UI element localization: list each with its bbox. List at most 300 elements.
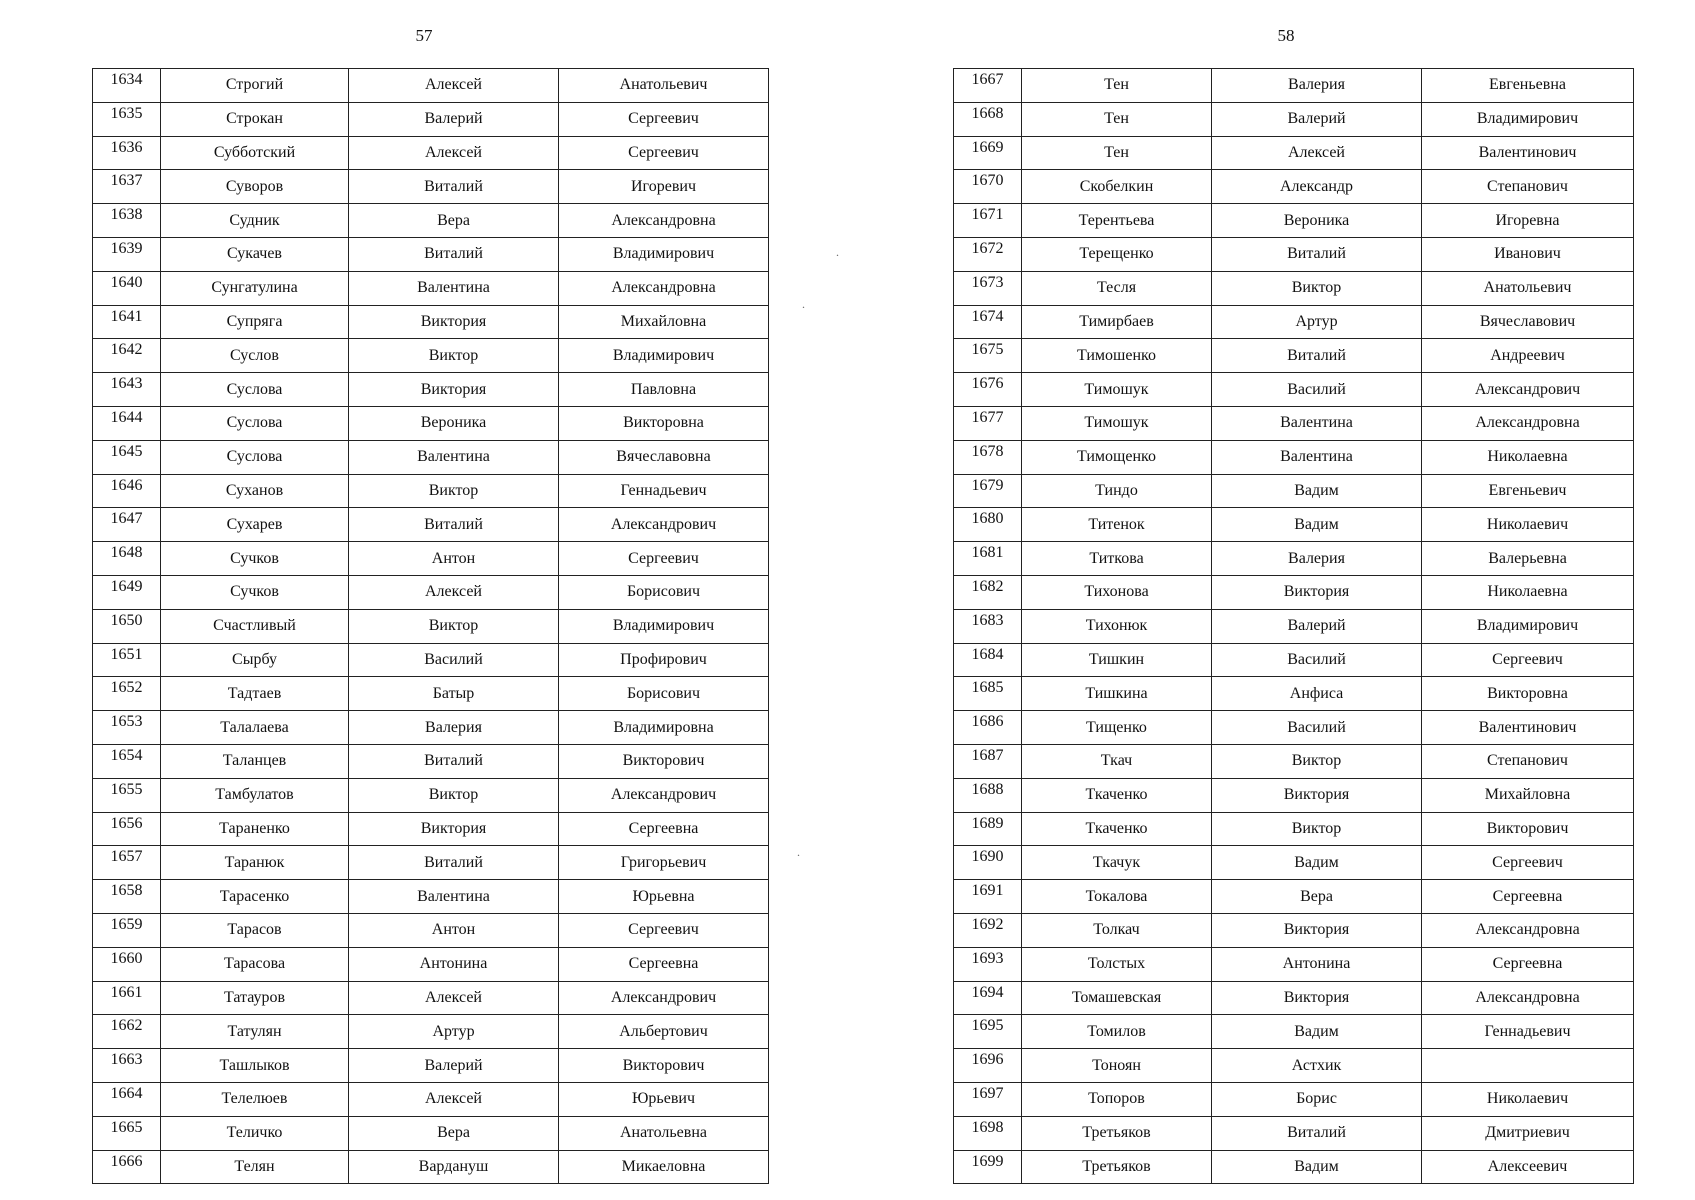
surname-cell: Суворов bbox=[161, 170, 349, 204]
record-number-cell: 1675 bbox=[954, 339, 1022, 373]
patronymic-cell: Игоревна bbox=[1422, 204, 1634, 238]
surname-cell: Суслова bbox=[161, 440, 349, 474]
patronymic-cell: Александрович bbox=[559, 508, 769, 542]
surname-cell: Счастливый bbox=[161, 609, 349, 643]
record-number-cell: 1665 bbox=[93, 1116, 161, 1150]
surname-cell: Ткачук bbox=[1022, 846, 1212, 880]
first-name-cell: Валентина bbox=[349, 880, 559, 914]
record-number-cell: 1657 bbox=[93, 846, 161, 880]
table-row bbox=[93, 711, 769, 745]
surname-cell: Томашевская bbox=[1022, 981, 1212, 1015]
patronymic-cell: Викторович bbox=[1422, 812, 1634, 846]
record-number-cell: 1687 bbox=[954, 744, 1022, 778]
patronymic-cell: Михайловна bbox=[1422, 778, 1634, 812]
patronymic-cell: Геннадьевич bbox=[1422, 1015, 1634, 1049]
table-row bbox=[954, 846, 1634, 880]
surname-cell: Ткач bbox=[1022, 744, 1212, 778]
record-number-cell: 1663 bbox=[93, 1049, 161, 1083]
patronymic-cell: Викторовна bbox=[559, 406, 769, 440]
table-row bbox=[93, 1082, 769, 1116]
table-row bbox=[93, 1049, 769, 1083]
record-number-cell: 1686 bbox=[954, 711, 1022, 745]
record-number-cell: 1636 bbox=[93, 136, 161, 170]
first-name-cell: Вардануш bbox=[349, 1150, 559, 1184]
table-row bbox=[954, 1116, 1634, 1150]
surname-cell: Тимощенко bbox=[1022, 440, 1212, 474]
first-name-cell: Виталий bbox=[349, 846, 559, 880]
table-row bbox=[93, 102, 769, 136]
record-number-cell: 1698 bbox=[954, 1116, 1022, 1150]
surname-cell: Томилов bbox=[1022, 1015, 1212, 1049]
first-name-cell: Виталий bbox=[1212, 237, 1422, 271]
first-name-cell: Виталий bbox=[349, 744, 559, 778]
first-name-cell: Алексей bbox=[349, 136, 559, 170]
table-row bbox=[93, 69, 769, 103]
patronymic-cell: Сергеевич bbox=[559, 136, 769, 170]
record-number-cell: 1693 bbox=[954, 947, 1022, 981]
first-name-cell: Александр bbox=[1212, 170, 1422, 204]
first-name-cell: Вадим bbox=[1212, 474, 1422, 508]
record-number-cell: 1646 bbox=[93, 474, 161, 508]
table-row bbox=[954, 440, 1634, 474]
surname-cell: Строгий bbox=[161, 69, 349, 103]
surname-cell: Талалаева bbox=[161, 711, 349, 745]
first-name-cell: Виктор bbox=[349, 609, 559, 643]
table-row bbox=[954, 69, 1634, 103]
first-name-cell: Антонина bbox=[349, 947, 559, 981]
surname-cell: Судник bbox=[161, 204, 349, 238]
record-number-cell: 1688 bbox=[954, 778, 1022, 812]
record-number-cell: 1699 bbox=[954, 1150, 1022, 1184]
record-number-cell: 1694 bbox=[954, 981, 1022, 1015]
patronymic-cell: Юрьевна bbox=[559, 880, 769, 914]
table-row bbox=[954, 575, 1634, 609]
record-number-cell: 1653 bbox=[93, 711, 161, 745]
surname-cell: Тарасов bbox=[161, 913, 349, 947]
record-number-cell: 1689 bbox=[954, 812, 1022, 846]
surname-cell: Титенок bbox=[1022, 508, 1212, 542]
table-row bbox=[93, 508, 769, 542]
surname-cell: Третьяков bbox=[1022, 1116, 1212, 1150]
patronymic-cell: Профирович bbox=[559, 643, 769, 677]
patronymic-cell: Андреевич bbox=[1422, 339, 1634, 373]
record-number-cell: 1640 bbox=[93, 271, 161, 305]
table-row bbox=[954, 1150, 1634, 1184]
first-name-cell: Виктория bbox=[1212, 575, 1422, 609]
record-number-cell: 1644 bbox=[93, 406, 161, 440]
first-name-cell: Виктор bbox=[349, 339, 559, 373]
record-number-cell: 1696 bbox=[954, 1049, 1022, 1083]
patronymic-cell: Валентинович bbox=[1422, 136, 1634, 170]
patronymic-cell: Александровна bbox=[559, 204, 769, 238]
surname-cell: Телян bbox=[161, 1150, 349, 1184]
record-number-cell: 1691 bbox=[954, 880, 1022, 914]
surname-cell: Третьяков bbox=[1022, 1150, 1212, 1184]
patronymic-cell: Анатольевна bbox=[559, 1116, 769, 1150]
table-row bbox=[93, 542, 769, 576]
table-row bbox=[954, 508, 1634, 542]
table-row bbox=[954, 947, 1634, 981]
first-name-cell: Артур bbox=[1212, 305, 1422, 339]
record-number-cell: 1652 bbox=[93, 677, 161, 711]
record-number-cell: 1662 bbox=[93, 1015, 161, 1049]
patronymic-cell: Иванович bbox=[1422, 237, 1634, 271]
record-number-cell: 1634 bbox=[93, 69, 161, 103]
table-row bbox=[93, 271, 769, 305]
first-name-cell: Алексей bbox=[349, 981, 559, 1015]
patronymic-cell: Микаеловна bbox=[559, 1150, 769, 1184]
record-number-cell: 1659 bbox=[93, 913, 161, 947]
record-number-cell: 1674 bbox=[954, 305, 1022, 339]
surname-cell: Сучков bbox=[161, 542, 349, 576]
first-name-cell: Борис bbox=[1212, 1082, 1422, 1116]
surname-cell: Тимирбаев bbox=[1022, 305, 1212, 339]
surname-cell: Тищенко bbox=[1022, 711, 1212, 745]
surname-cell: Телелюев bbox=[161, 1082, 349, 1116]
surname-cell: Ткаченко bbox=[1022, 812, 1212, 846]
table-row bbox=[954, 542, 1634, 576]
surname-cell: Супряга bbox=[161, 305, 349, 339]
surname-cell: Терентьева bbox=[1022, 204, 1212, 238]
record-number-cell: 1681 bbox=[954, 542, 1022, 576]
first-name-cell: Василий bbox=[349, 643, 559, 677]
record-number-cell: 1683 bbox=[954, 609, 1022, 643]
surname-cell: Ташлыков bbox=[161, 1049, 349, 1083]
table-row bbox=[93, 812, 769, 846]
record-number-cell: 1673 bbox=[954, 271, 1022, 305]
surname-cell: Тесля bbox=[1022, 271, 1212, 305]
patronymic-cell: Сергеевна bbox=[559, 812, 769, 846]
record-number-cell: 1672 bbox=[954, 237, 1022, 271]
surname-cell: Суханов bbox=[161, 474, 349, 508]
table-row bbox=[93, 846, 769, 880]
record-number-cell: 1647 bbox=[93, 508, 161, 542]
table-row bbox=[93, 677, 769, 711]
record-number-cell: 1670 bbox=[954, 170, 1022, 204]
table-row bbox=[954, 474, 1634, 508]
table-row bbox=[954, 271, 1634, 305]
table-row bbox=[954, 170, 1634, 204]
patronymic-cell: Владимирович bbox=[559, 237, 769, 271]
scan-speck: . bbox=[802, 297, 805, 311]
first-name-cell: Валентина bbox=[1212, 406, 1422, 440]
surname-cell: Толстых bbox=[1022, 947, 1212, 981]
table-row bbox=[93, 913, 769, 947]
surname-cell: Тен bbox=[1022, 69, 1212, 103]
table-row bbox=[954, 744, 1634, 778]
table-row bbox=[93, 744, 769, 778]
first-name-cell: Валентина bbox=[1212, 440, 1422, 474]
table-row bbox=[93, 880, 769, 914]
patronymic-cell: Валентинович bbox=[1422, 711, 1634, 745]
surname-cell: Татулян bbox=[161, 1015, 349, 1049]
surname-cell: Ткаченко bbox=[1022, 778, 1212, 812]
patronymic-cell: Борисович bbox=[559, 677, 769, 711]
table-row bbox=[93, 170, 769, 204]
first-name-cell: Валерия bbox=[1212, 69, 1422, 103]
record-number-cell: 1643 bbox=[93, 373, 161, 407]
surname-cell: Тен bbox=[1022, 102, 1212, 136]
patronymic-cell: Степанович bbox=[1422, 744, 1634, 778]
patronymic-cell: Юрьевич bbox=[559, 1082, 769, 1116]
first-name-cell: Виктор bbox=[1212, 744, 1422, 778]
first-name-cell: Валерий bbox=[1212, 609, 1422, 643]
record-number-cell: 1676 bbox=[954, 373, 1022, 407]
surname-cell: Сучков bbox=[161, 575, 349, 609]
first-name-cell: Батыр bbox=[349, 677, 559, 711]
record-number-cell: 1661 bbox=[93, 981, 161, 1015]
patronymic-cell: Викторович bbox=[559, 1049, 769, 1083]
table-row bbox=[93, 947, 769, 981]
patronymic-cell: Александровна bbox=[559, 271, 769, 305]
table-row bbox=[93, 474, 769, 508]
record-number-cell: 1678 bbox=[954, 440, 1022, 474]
first-name-cell: Виктор bbox=[1212, 271, 1422, 305]
first-name-cell: Вадим bbox=[1212, 846, 1422, 880]
surname-cell: Суслов bbox=[161, 339, 349, 373]
surname-cell: Тен bbox=[1022, 136, 1212, 170]
record-number-cell: 1650 bbox=[93, 609, 161, 643]
surname-cell: Толкач bbox=[1022, 913, 1212, 947]
patronymic-cell: Николаевич bbox=[1422, 1082, 1634, 1116]
patronymic-cell: Сергеевич bbox=[559, 913, 769, 947]
record-number-cell: 1651 bbox=[93, 643, 161, 677]
patronymic-cell: Степанович bbox=[1422, 170, 1634, 204]
surname-cell: Татауров bbox=[161, 981, 349, 1015]
patronymic-cell: Анатольевич bbox=[559, 69, 769, 103]
first-name-cell: Анфиса bbox=[1212, 677, 1422, 711]
table-row bbox=[954, 237, 1634, 271]
scan-speck: . bbox=[797, 845, 800, 859]
scan-speck: . bbox=[836, 245, 839, 259]
table-row bbox=[93, 1015, 769, 1049]
first-name-cell: Виталий bbox=[1212, 1116, 1422, 1150]
patronymic-cell: Владимирович bbox=[1422, 102, 1634, 136]
first-name-cell: Алексей bbox=[349, 575, 559, 609]
patronymic-cell: Игоревич bbox=[559, 170, 769, 204]
first-name-cell: Вера bbox=[1212, 880, 1422, 914]
record-number-cell: 1654 bbox=[93, 744, 161, 778]
table-row bbox=[93, 136, 769, 170]
surname-cell: Субботский bbox=[161, 136, 349, 170]
surname-cell: Тихонова bbox=[1022, 575, 1212, 609]
record-number-cell: 1635 bbox=[93, 102, 161, 136]
table-row bbox=[954, 406, 1634, 440]
first-name-cell: Вадим bbox=[1212, 1015, 1422, 1049]
first-name-cell: Василий bbox=[1212, 711, 1422, 745]
first-name-cell: Виктор bbox=[349, 474, 559, 508]
table-row bbox=[93, 643, 769, 677]
first-name-cell: Валерия bbox=[349, 711, 559, 745]
patronymic-cell: Анатольевич bbox=[1422, 271, 1634, 305]
record-number-cell: 1641 bbox=[93, 305, 161, 339]
record-number-cell: 1664 bbox=[93, 1082, 161, 1116]
surname-cell: Теличко bbox=[161, 1116, 349, 1150]
first-name-cell: Василий bbox=[1212, 643, 1422, 677]
table-row bbox=[954, 812, 1634, 846]
patronymic-cell: Викторович bbox=[559, 744, 769, 778]
first-name-cell: Вера bbox=[349, 204, 559, 238]
surname-cell: Тишкина bbox=[1022, 677, 1212, 711]
name-table-left bbox=[92, 68, 769, 1184]
record-number-cell: 1679 bbox=[954, 474, 1022, 508]
table-row bbox=[93, 609, 769, 643]
patronymic-cell bbox=[1422, 1049, 1634, 1083]
record-number-cell: 1677 bbox=[954, 406, 1022, 440]
patronymic-cell: Сергеевич bbox=[559, 102, 769, 136]
table-row bbox=[93, 237, 769, 271]
patronymic-cell: Александрович bbox=[1422, 373, 1634, 407]
record-number-cell: 1684 bbox=[954, 643, 1022, 677]
first-name-cell: Валентина bbox=[349, 271, 559, 305]
first-name-cell: Антон bbox=[349, 913, 559, 947]
table-row bbox=[93, 1116, 769, 1150]
surname-cell: Сырбу bbox=[161, 643, 349, 677]
patronymic-cell: Владимирович bbox=[1422, 609, 1634, 643]
first-name-cell: Алексей bbox=[349, 1082, 559, 1116]
surname-cell: Токалова bbox=[1022, 880, 1212, 914]
record-number-cell: 1697 bbox=[954, 1082, 1022, 1116]
first-name-cell: Виктория bbox=[349, 305, 559, 339]
table-row bbox=[954, 339, 1634, 373]
table-row bbox=[954, 677, 1634, 711]
record-number-cell: 1669 bbox=[954, 136, 1022, 170]
surname-cell: Таланцев bbox=[161, 744, 349, 778]
patronymic-cell: Александровна bbox=[1422, 406, 1634, 440]
first-name-cell: Виктория bbox=[1212, 778, 1422, 812]
first-name-cell: Антон bbox=[349, 542, 559, 576]
surname-cell: Терещенко bbox=[1022, 237, 1212, 271]
surname-cell: Тихонюк bbox=[1022, 609, 1212, 643]
table-row bbox=[93, 406, 769, 440]
first-name-cell: Вероника bbox=[349, 406, 559, 440]
patronymic-cell: Николаевна bbox=[1422, 575, 1634, 609]
page-number-left: 57 bbox=[415, 26, 433, 45]
table-row bbox=[93, 575, 769, 609]
surname-cell: Тимошук bbox=[1022, 373, 1212, 407]
patronymic-cell: Александровна bbox=[1422, 981, 1634, 1015]
patronymic-cell: Александрович bbox=[559, 981, 769, 1015]
table-row bbox=[93, 204, 769, 238]
record-number-cell: 1695 bbox=[954, 1015, 1022, 1049]
first-name-cell: Астхик bbox=[1212, 1049, 1422, 1083]
record-number-cell: 1639 bbox=[93, 237, 161, 271]
patronymic-cell: Евгеньевна bbox=[1422, 69, 1634, 103]
patronymic-cell: Дмитриевич bbox=[1422, 1116, 1634, 1150]
record-number-cell: 1682 bbox=[954, 575, 1022, 609]
table-row bbox=[93, 339, 769, 373]
surname-cell: Топоров bbox=[1022, 1082, 1212, 1116]
first-name-cell: Антонина bbox=[1212, 947, 1422, 981]
patronymic-cell: Валерьевна bbox=[1422, 542, 1634, 576]
first-name-cell: Виталий bbox=[349, 508, 559, 542]
record-number-cell: 1667 bbox=[954, 69, 1022, 103]
surname-cell: Сунгатулина bbox=[161, 271, 349, 305]
record-number-cell: 1680 bbox=[954, 508, 1022, 542]
patronymic-cell: Владимирович bbox=[559, 609, 769, 643]
first-name-cell: Виктор bbox=[349, 778, 559, 812]
table-row bbox=[93, 305, 769, 339]
first-name-cell: Вероника bbox=[1212, 204, 1422, 238]
surname-cell: Тарасенко bbox=[161, 880, 349, 914]
record-number-cell: 1637 bbox=[93, 170, 161, 204]
patronymic-cell: Григорьевич bbox=[559, 846, 769, 880]
surname-cell: Тишкин bbox=[1022, 643, 1212, 677]
table-row bbox=[954, 609, 1634, 643]
name-table-right bbox=[953, 68, 1634, 1184]
first-name-cell: Василий bbox=[1212, 373, 1422, 407]
patronymic-cell: Викторовна bbox=[1422, 677, 1634, 711]
table-row bbox=[954, 204, 1634, 238]
patronymic-cell: Алексеевич bbox=[1422, 1150, 1634, 1184]
surname-cell: Титкова bbox=[1022, 542, 1212, 576]
patronymic-cell: Александрович bbox=[559, 778, 769, 812]
patronymic-cell: Николаевна bbox=[1422, 440, 1634, 474]
first-name-cell: Валерия bbox=[1212, 542, 1422, 576]
table-row bbox=[954, 136, 1634, 170]
table-row bbox=[954, 1049, 1634, 1083]
table-row bbox=[93, 440, 769, 474]
patronymic-cell: Николаевич bbox=[1422, 508, 1634, 542]
patronymic-cell: Вячеславович bbox=[1422, 305, 1634, 339]
table-row bbox=[954, 305, 1634, 339]
patronymic-cell: Владимировна bbox=[559, 711, 769, 745]
table-row bbox=[954, 1015, 1634, 1049]
table-row bbox=[954, 880, 1634, 914]
table-row bbox=[93, 1150, 769, 1184]
first-name-cell: Валерий bbox=[1212, 102, 1422, 136]
table-row bbox=[93, 981, 769, 1015]
first-name-cell: Виктор bbox=[1212, 812, 1422, 846]
patronymic-cell: Сергеевна bbox=[559, 947, 769, 981]
first-name-cell: Алексей bbox=[1212, 136, 1422, 170]
surname-cell: Скобелкин bbox=[1022, 170, 1212, 204]
surname-cell: Тоноян bbox=[1022, 1049, 1212, 1083]
patronymic-cell: Евгеньевич bbox=[1422, 474, 1634, 508]
table-row bbox=[954, 778, 1634, 812]
patronymic-cell: Сергеевич bbox=[559, 542, 769, 576]
surname-cell: Тимошук bbox=[1022, 406, 1212, 440]
record-number-cell: 1666 bbox=[93, 1150, 161, 1184]
patronymic-cell: Владимирович bbox=[559, 339, 769, 373]
table-row bbox=[954, 981, 1634, 1015]
record-number-cell: 1658 bbox=[93, 880, 161, 914]
table-row bbox=[954, 711, 1634, 745]
surname-cell: Суслова bbox=[161, 373, 349, 407]
first-name-cell: Виталий bbox=[349, 237, 559, 271]
table-row bbox=[954, 102, 1634, 136]
first-name-cell: Вадим bbox=[1212, 1150, 1422, 1184]
first-name-cell: Виталий bbox=[1212, 339, 1422, 373]
surname-cell: Тимошенко bbox=[1022, 339, 1212, 373]
table-row bbox=[954, 913, 1634, 947]
surname-cell: Тамбулатов bbox=[161, 778, 349, 812]
surname-cell: Сукачев bbox=[161, 237, 349, 271]
patronymic-cell: Вячеславовна bbox=[559, 440, 769, 474]
record-number-cell: 1656 bbox=[93, 812, 161, 846]
record-number-cell: 1692 bbox=[954, 913, 1022, 947]
table-row bbox=[954, 643, 1634, 677]
table-row bbox=[954, 1082, 1634, 1116]
first-name-cell: Вера bbox=[349, 1116, 559, 1150]
table-row bbox=[93, 373, 769, 407]
patronymic-cell: Михайловна bbox=[559, 305, 769, 339]
record-number-cell: 1642 bbox=[93, 339, 161, 373]
patronymic-cell: Борисович bbox=[559, 575, 769, 609]
surname-cell: Сухарев bbox=[161, 508, 349, 542]
first-name-cell: Виктория bbox=[349, 373, 559, 407]
first-name-cell: Виталий bbox=[349, 170, 559, 204]
